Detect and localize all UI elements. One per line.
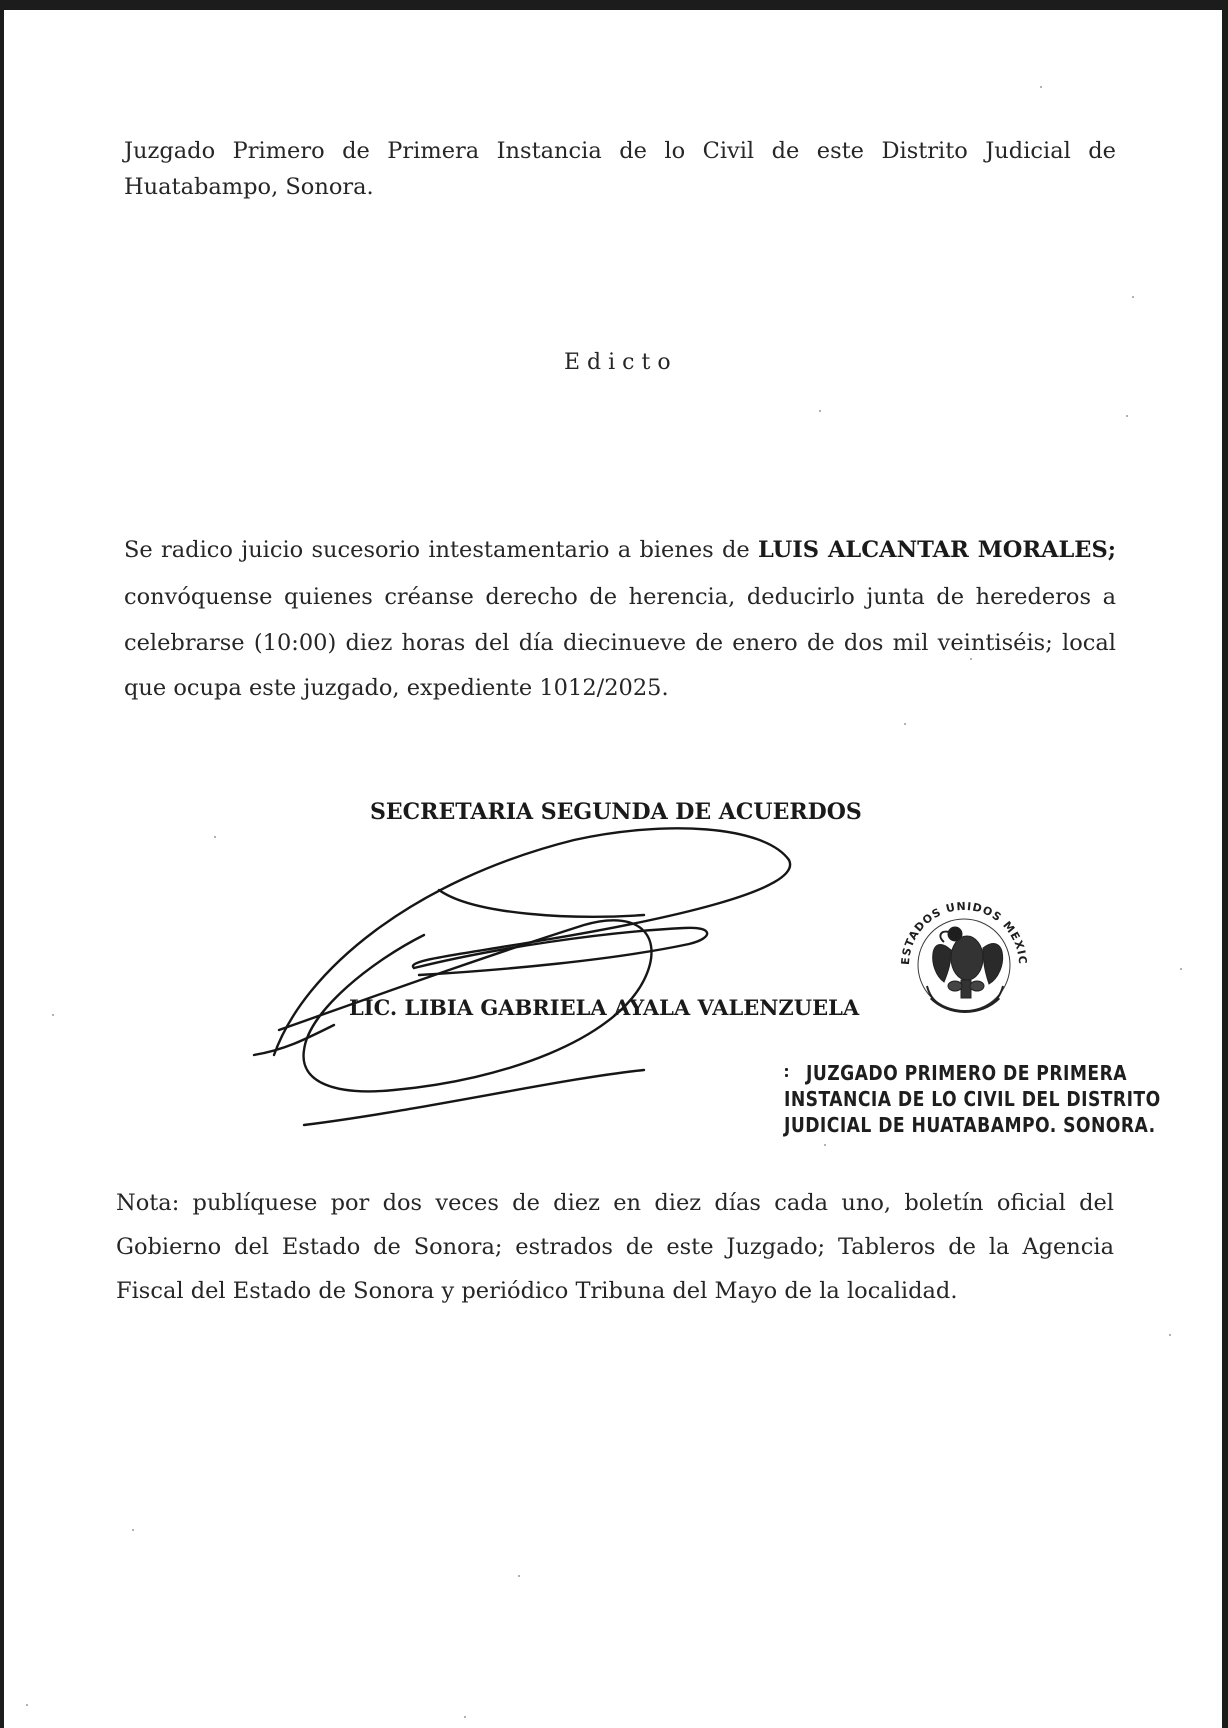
scan-speck bbox=[1169, 1334, 1171, 1336]
scan-speck bbox=[464, 1716, 466, 1718]
svg-text:ESTADOS UNIDOS MEXICANOS: ESTADOS UNIDOS MEXICANOS bbox=[883, 880, 1030, 966]
document-page bbox=[0, 10, 1222, 1728]
body-line-4: que ocupa este juzgado, expediente 1012/2025. bbox=[124, 675, 669, 701]
scan-speck bbox=[970, 658, 972, 660]
scan-speck bbox=[824, 1144, 826, 1146]
document-title: Edicto bbox=[564, 350, 678, 375]
body-line-1 bbox=[124, 537, 1116, 563]
secretary-title: SECRETARIA SEGUNDA DE ACUERDOS bbox=[370, 799, 862, 825]
court-stamp-line-1: JUZGADO PRIMERO DE PRIMERA bbox=[806, 1061, 1127, 1085]
scan-speck bbox=[1126, 415, 1128, 417]
note-line-3: Fiscal del Estado de Sonora y periódico Tribuna del Mayo de la localidad. bbox=[116, 1278, 958, 1304]
court-stamp-line-3: JUDICIAL DE HUATABAMPO. SONORA. bbox=[784, 1113, 1156, 1137]
scan-speck bbox=[904, 723, 906, 725]
scan-speck bbox=[819, 410, 821, 412]
court-stamp-line-2: INSTANCIA DE LO CIVIL DEL DISTRITO bbox=[784, 1087, 1161, 1111]
note-line-2: Gobierno del Estado de Sonora; estrados de este Juzgado; Tableros de la Agencia bbox=[116, 1234, 1114, 1260]
note-line-1: Nota: publíquese por dos veces de diez en diez días cada uno, boletín oficial del bbox=[116, 1190, 1114, 1216]
scan-speck bbox=[1132, 296, 1134, 298]
scan-speck bbox=[1040, 86, 1042, 88]
national-seal-emblem bbox=[883, 880, 1039, 1040]
secretary-name: LIC. LIBIA GABRIELA AYALA VALENZUELA bbox=[349, 995, 860, 1020]
body-line-1-text: Se radico juicio sucesorio intestamentario a bienes de bbox=[124, 537, 759, 563]
scan-speck bbox=[132, 1529, 134, 1531]
scan-speck bbox=[52, 1014, 54, 1016]
stamp-dot bbox=[785, 1074, 788, 1077]
scan-speck bbox=[518, 1575, 520, 1577]
scan-speck bbox=[26, 1704, 28, 1706]
scan-speck bbox=[214, 836, 216, 838]
body-line-3: celebrarse (10:00) diez horas del día diecinueve de enero de dos mil veintiséis; local bbox=[124, 630, 1116, 656]
stamp-dot bbox=[785, 1068, 788, 1071]
deceased-name: LUIS ALCANTAR MORALES; bbox=[758, 537, 1116, 563]
handwritten-signature bbox=[244, 820, 844, 1120]
body-line-2: convóquense quienes créanse derecho de herencia, deducirlo junta de herederos a bbox=[124, 584, 1116, 610]
court-header-line-2: Huatabampo, Sonora. bbox=[124, 174, 374, 200]
court-header-line-1: Juzgado Primero de Primera Instancia de lo Civil de este Distrito Judicial de bbox=[124, 138, 1116, 164]
scan-speck bbox=[1180, 968, 1182, 970]
